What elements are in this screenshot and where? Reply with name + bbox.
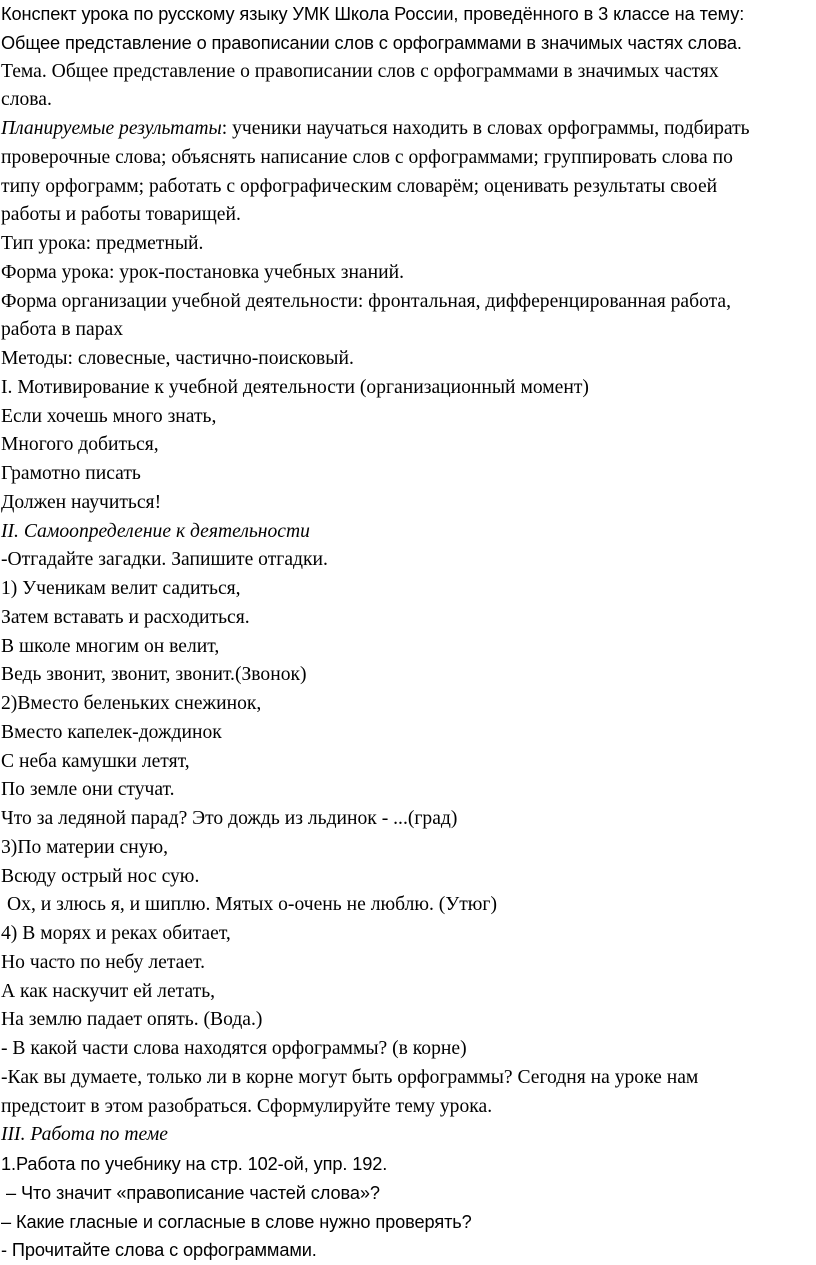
riddle-line: Затем вставать и расходиться.: [1, 606, 250, 628]
section-2-title: II. Самоопределение к деятельности: [1, 520, 310, 542]
section-3-title: III. Работа по теме: [1, 1124, 168, 1146]
results-text: : ученики научаться находить в словах орфограммы, подбирать: [221, 118, 750, 139]
question-line: предстоит в этом разобраться. Сформулируйте тему урока.: [1, 1095, 493, 1117]
results-line-4: работы и работы товарищей.: [1, 204, 241, 226]
work-line: - Прочитайте слова с орфограммами.: [1, 1240, 317, 1261]
work-line: – Какие гласные и согласные в слове нужно проверять?: [1, 1211, 472, 1232]
lesson-form: Форма урока: урок-постановка учебных знаний.: [1, 261, 404, 283]
riddle-line: Всюду острый нос сую.: [1, 865, 200, 887]
riddle-line: С неба камушки летят,: [1, 750, 190, 772]
riddle-line: 1) Ученикам велит садиться,: [1, 578, 241, 599]
document-header-line-1: Конспект урока по русскому языку УМК Школа России, проведённого в 3 классе на тему:: [1, 4, 745, 24]
work-line: – Что значит «правописание частей слова»?: [6, 1182, 380, 1203]
poem-line: Многого добиться,: [1, 434, 159, 456]
question-line: - В какой части слова находятся орфограммы? (в корне): [1, 1038, 467, 1059]
riddle-line: Но часто по небу летает.: [1, 951, 206, 973]
results-line-1: [1, 115, 816, 144]
riddle-line: В школе многим он велит,: [1, 635, 220, 657]
poem-line: Если хочешь много знать,: [1, 405, 217, 427]
results-label: Планируемые результаты: [1, 118, 222, 139]
results-line-3: типу орфограмм; работать с орфографическим словарём; оценивать результаты своей: [1, 175, 718, 197]
riddle-line: Что за ледяной парад? Это дождь из льдинок - ...(град): [1, 808, 458, 829]
riddle-line: Ведь звонит, звонит, звонит.(Звонок): [1, 664, 307, 686]
riddle-line: 4) В морях и реках обитает,: [1, 923, 231, 944]
poem-line: Должен научиться!: [1, 491, 162, 513]
riddle-line: 2)Вместо беленьких снежинок,: [1, 693, 262, 714]
organization-line-2: работа в парах: [1, 319, 124, 341]
riddle-line: 3)По материи сную,: [1, 836, 169, 858]
work-line: 1.Работа по учебнику на стр. 102-ой, упр. 192.: [1, 1154, 388, 1174]
riddle-line: Ох, и злюсь я, и шиплю. Мятых о-очень не люблю. (Утюг): [7, 894, 497, 916]
riddle-line: А как наскучит ей летать,: [1, 980, 216, 1002]
question-line: -Как вы думаете, только ли в корне могут быть орфограммы? Сегодня на уроке нам: [1, 1066, 699, 1088]
poem-line: Грамотно писать: [1, 463, 141, 484]
riddle-line: Вместо капелек-дождинок: [1, 721, 222, 743]
riddle-line: На землю падает опять. (Вода.): [1, 1009, 263, 1031]
topic-line-2: слова.: [1, 89, 52, 111]
topic-line-1: Тема. Общее представление о правописании слов с орфограммами в значимых частях: [1, 60, 719, 82]
document-header-line-2: Общее представление о правописании слов с орфограммами в значимых частях слова.: [1, 32, 742, 53]
riddle-line: По земле они стучат.: [1, 779, 175, 801]
methods: Методы: словесные, частично-поисковый.: [1, 348, 354, 369]
results-line-2: проверочные слова; объяснять написание слов с орфограммами; группировать слова по: [1, 146, 733, 168]
section-1-title: I. Мотивирование к учебной деятельности (организационный момент): [1, 376, 589, 398]
riddle-line: -Отгадайте загадки. Запишите отгадки.: [1, 549, 328, 571]
lesson-type: Тип урока: предметный.: [1, 233, 204, 254]
organization-line-1: Форма организации учебной деятельности: фронтальная, дифференцированная работа,: [1, 290, 732, 312]
